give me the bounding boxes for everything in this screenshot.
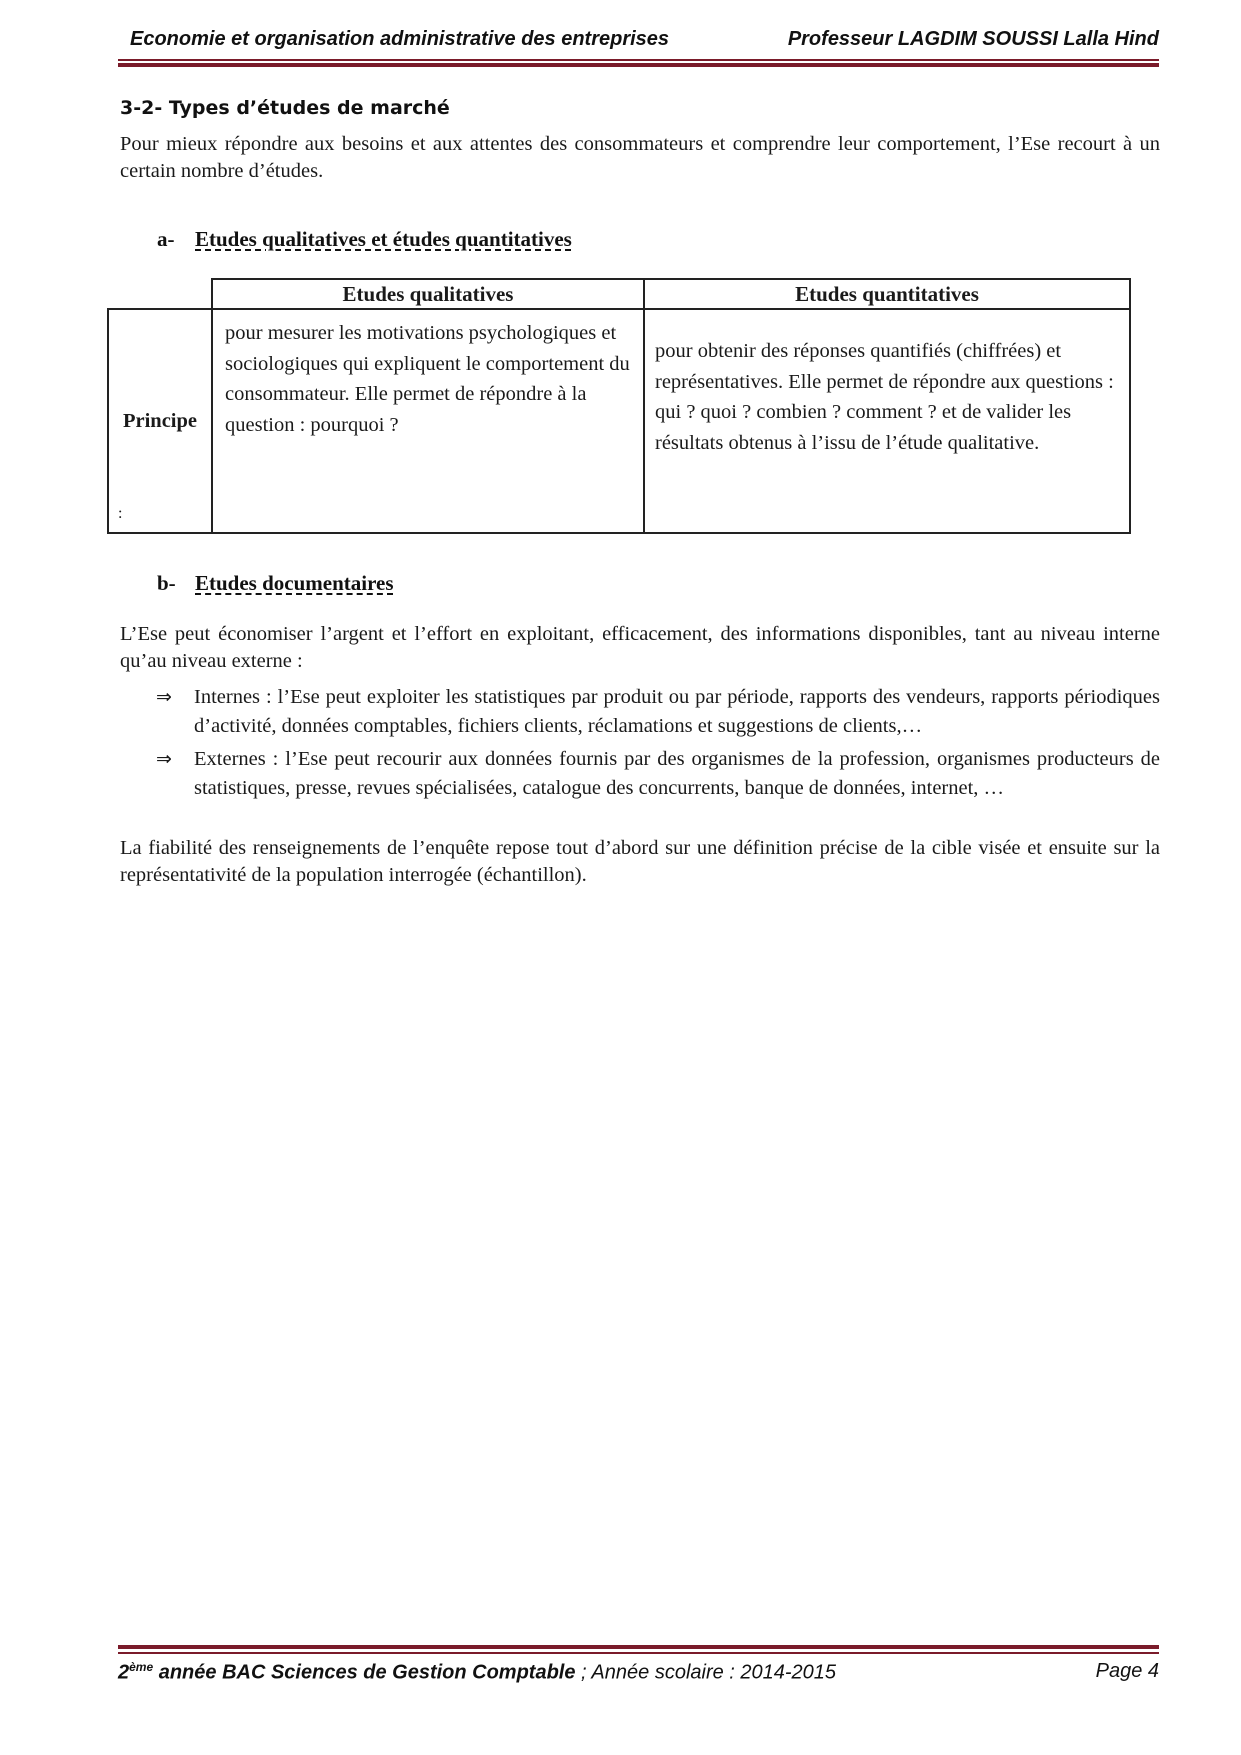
table-row-header-principe: Principe <box>108 309 212 533</box>
implies-arrow-icon: ⇒ <box>156 686 172 708</box>
subsection-a-heading <box>157 227 572 252</box>
footer-school-year: ; Année scolaire : 2014-2015 <box>575 1661 837 1684</box>
footer-class-info <box>118 1660 836 1685</box>
header-course-title: Economie et organisation administrative des entreprises <box>130 28 670 50</box>
footer-page-number: Page 4 <box>1095 1660 1159 1682</box>
footer-rule-thick <box>118 1645 1159 1649</box>
footer-level-number: 2 <box>118 1661 130 1684</box>
implies-arrow-icon: ⇒ <box>156 748 172 770</box>
header-rule-thick <box>118 63 1159 67</box>
footer-rule-thin <box>118 1652 1159 1654</box>
comparison-table <box>107 278 1131 534</box>
bullet-internes-text: Internes : l’Ese peut exploiter les statistiques par produit ou par période, rapports des vendeurs, rapports périodiques d’activité, données comptables, fichiers clients, réclamations et suggestions de clients,… <box>194 686 1160 737</box>
table-corner-cell <box>108 279 212 309</box>
header-rule-thin <box>118 59 1159 61</box>
footer-level-suffix: ème <box>129 1660 154 1674</box>
subsection-b-heading <box>157 571 394 596</box>
stray-colon: : <box>118 505 123 522</box>
table-header-qualitative: Etudes qualitatives <box>212 279 644 309</box>
documentary-paragraph: L’Ese peut économiser l’argent et l’effort en exploitant, efficacement, des informations disponibles, tant au niveau interne qu’au niveau externe : <box>120 623 1160 672</box>
subsection-a-title: Etudes qualitatives et études quantitatives <box>195 227 572 251</box>
bullet-internes <box>156 683 1160 741</box>
table-cell-quantitative: pour obtenir des réponses quantifiés (chiffrées) et représentatives. Elle permet de répondre aux questions : qui ? quoi ? combien ? comment ? et de valider les résultats obtenus à l’issu de l’étude qualitative. <box>644 309 1130 533</box>
subsection-b-marker: b- <box>157 571 176 595</box>
conclusion-paragraph: La fiabilité des renseignements de l’enquête repose tout d’abord sur une définition précise de la cible visée et ensuite sur la représentativité de la population interrogée (échantillon). <box>120 837 1160 886</box>
subsection-b-title: Etudes documentaires <box>195 571 394 595</box>
subsection-a-marker: a- <box>157 227 175 251</box>
header-teacher-name: Professeur LAGDIM SOUSSI Lalla Hind <box>787 28 1159 50</box>
table-cell-qualitative: pour mesurer les motivations psychologiques et sociologiques qui expliquent le comportement du consommateur. Elle permet de répondre à la question : pourquoi ? <box>212 309 644 533</box>
footer-level-rest: année BAC Sciences de Gestion Comptable <box>153 1661 576 1684</box>
bullet-externes <box>156 745 1160 803</box>
section-title: 3-2- Types d’études de marché <box>120 97 450 119</box>
table-header-quantitative: Etudes quantitatives <box>644 279 1130 309</box>
page-header <box>118 28 1159 58</box>
intro-paragraph: Pour mieux répondre aux besoins et aux attentes des consommateurs et comprendre leur comportement, l’Ese recourt à un certain nombre d’études. <box>120 133 1160 182</box>
bullet-externes-text: Externes : l’Ese peut recourir aux données fournis par des organismes de la profession, organismes producteurs de statistiques, presse, revues spécialisées, catalogue des concurrents, banque de données, internet, … <box>194 748 1160 799</box>
table-row <box>108 309 1130 533</box>
table-header-row <box>108 279 1130 309</box>
